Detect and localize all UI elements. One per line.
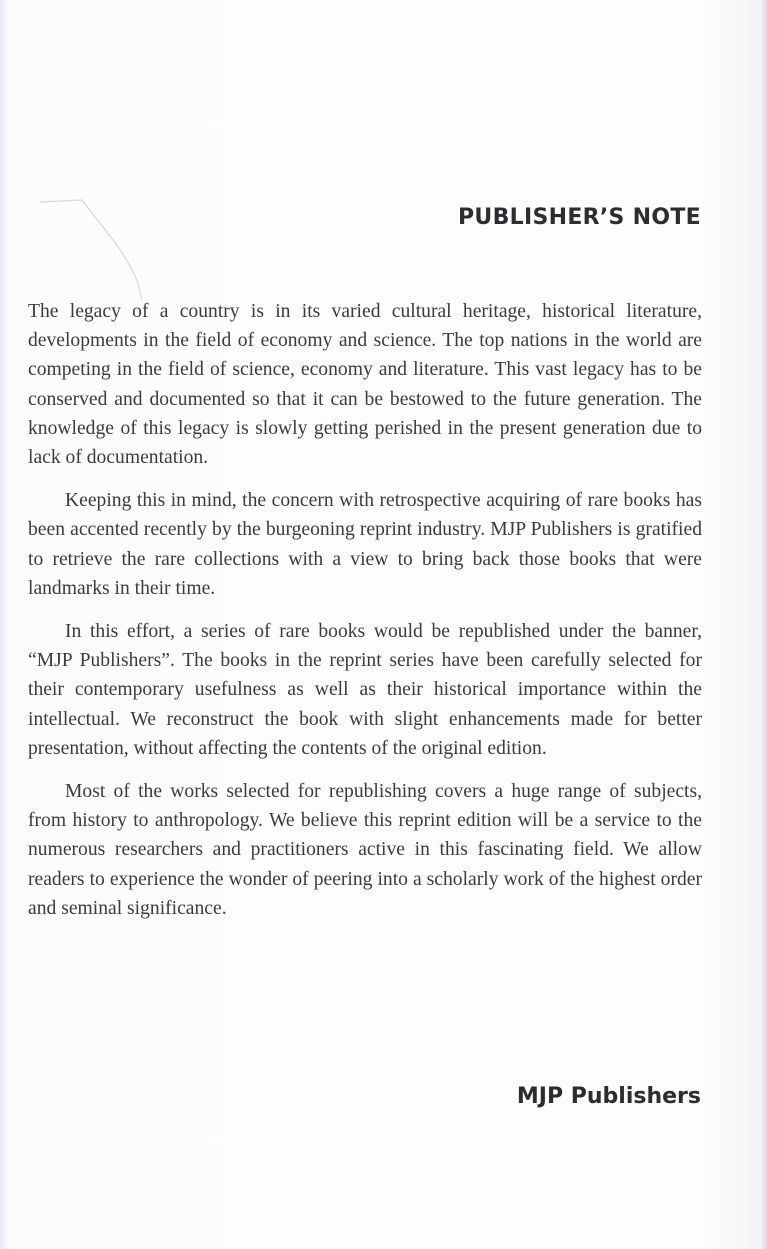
- body-text: [28, 297, 702, 923]
- paragraph-1: The legacy of a country is in its varied cultural heritage, historical literature, developments in the field of economy and science. The top nations in the world are competing in the field of science, economy and literature. This vast legacy has to be conserved and documented so that it can be bestowed to the future generation. The knowledge of this legacy is slowly getting perished in the present generation due to lack of documentation.: [28, 301, 702, 469]
- signature: MJP Publishers: [516, 1084, 701, 1109]
- paragraph-4: Most of the works selected for republishing covers a huge range of subjects, from history to anthropology. We believe this reprint edition will be a service to the numerous researchers and practitioners active in this fascinating field. We allow readers to experience the wonder of peering into a scholarly work of the highest order and seminal significance.: [28, 781, 702, 919]
- paragraph-2: Keeping this in mind, the concern with retrospective acquiring of rare books has been accented recently by the burgeoning reprint industry. MJP Publishers is gratified to retrieve the rare collections with a view to bring back those books that were landmarks in their time.: [28, 490, 702, 599]
- pencil-mark-decoration: [30, 195, 160, 305]
- paragraph-3: In this effort, a series of rare books would be republished under the banner, “MJP Publishers”. The books in the reprint series have been carefully selected for their contemporary usefulness as well as their historical importance within the intellectual. We reconstruct the book with slight enhancements made for better presentation, without affecting the contents of the original edition.: [28, 621, 702, 759]
- page-title: PUBLISHER’S NOTE: [458, 205, 701, 230]
